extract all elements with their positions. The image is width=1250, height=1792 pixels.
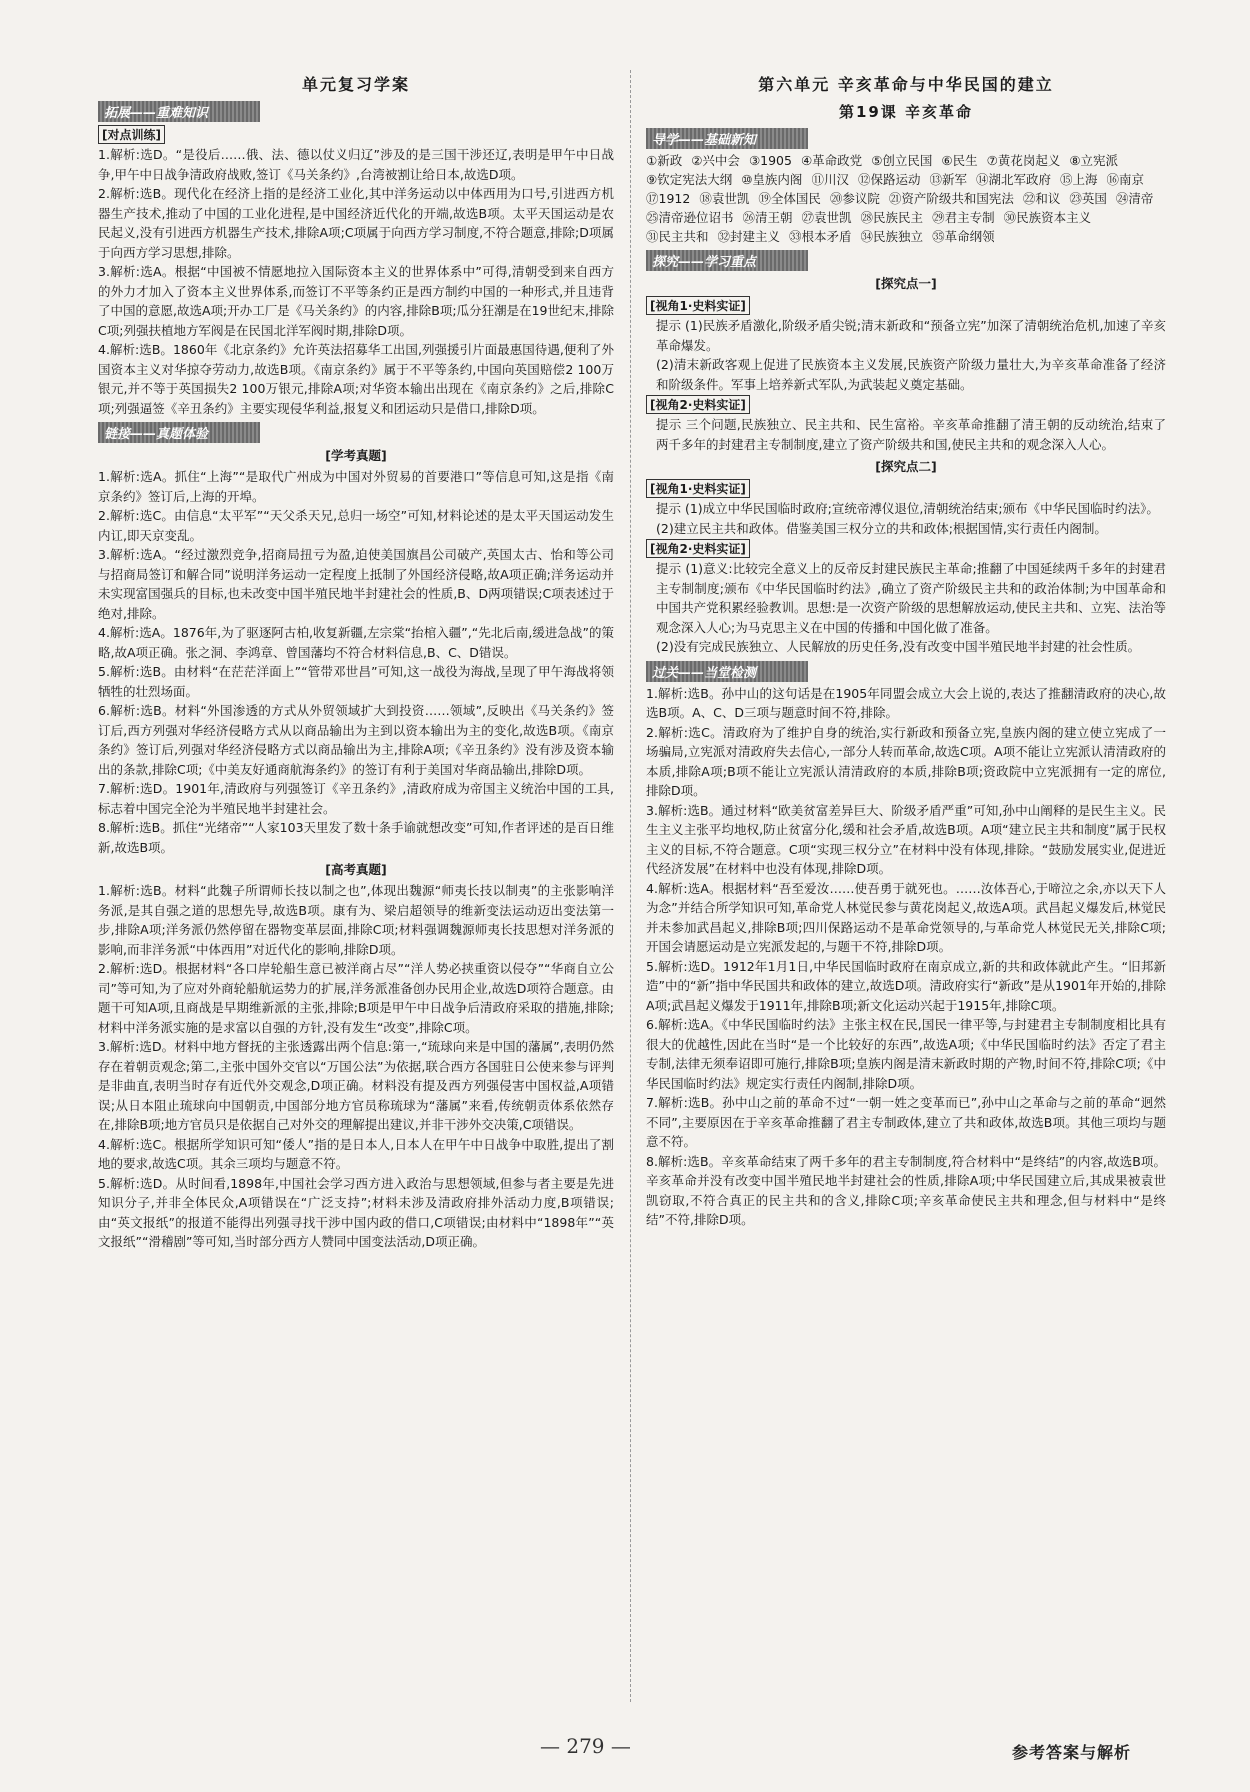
answer-cell: ⑬新军	[929, 172, 967, 187]
answer-cell: ⑧立宪派	[1069, 153, 1119, 168]
explore-point-2: [探究点二]	[875, 459, 937, 474]
answer-cell: ⑩皇族内阁	[741, 172, 803, 187]
subhead-xuekao: [学考真题]	[325, 448, 387, 463]
answer-item: 2.解析:选B。现代化在经济上指的是经济工业化,其中洋务运动以中体西用为口号,引进西方机器生产技术,推动了中国的工业化进程,是中国经济近代化的开端,故选B项。太平天国运动是农民起义,没有引进西方机器生产技术,排除A项;C项属于向西方学习制度,不符合题意,排除;D项属于向西方学习思想,排除。	[98, 186, 614, 260]
answer-cell: ㉟革命纲领	[932, 229, 995, 244]
answer-cell: ㉘民族民主	[860, 210, 924, 225]
answer-cell: ②兴中会	[691, 153, 740, 168]
answer-item: 4.解析:选B。1860年《北京条约》允许英法招募华工出国,列强援引片面最惠国待遇,便利了外国资本主义对华掠夺劳动力,故选B项。《南京条约》属于不平等条约,中国向英国赔偿2 100万银元,并不等于英国损失2 100万银元,排除A项;对华资本输出出现在《南京条约》之后,排除C项;列强逼签《辛丑条约》主要实现侵华利益,报复义和团运动只是借口,排除D项。	[98, 342, 614, 416]
answer-item: 5.解析:选D。1912年1月1日,中华民国临时政府在南京成立,新的共和政体就此产生。“旧邦新造”中的“新”指中华民国共和政体的建立,故选D项。清政府实行“新政”是从1901年开始的,排除A项;武昌起义爆发于1911年,排除B项;新文化运动兴起于1915年,排除C项。	[646, 958, 1166, 1013]
answer-item: 5.解析:选B。由材料“在茫茫洋面上”“管带邓世昌”可知,这一战役为海战,呈现了甲午海战将领牺牲的壮烈场面。	[98, 664, 614, 699]
answer-cell: ⑥民生	[941, 153, 978, 168]
answer-grid	[646, 151, 1166, 246]
hint-text: (2)没有完成民族独立、人民解放的历史任务,没有改变中国半殖民地半封建的社会性质。	[656, 639, 1141, 654]
answer-cell: ㉚民族资本主义	[1003, 210, 1092, 225]
hint-text: 提示 三个问题,民族独立、民主共和、民生富裕。辛亥革命推翻了清王朝的反动统治,结束了两千多年的封建君主专制制度,建立了资产阶级共和国,使民主共和的观念深入人心。	[656, 417, 1166, 452]
answer-cell: ⑭湖北军政府	[975, 172, 1051, 187]
hint-text: (2)建立民主共和政体。借鉴美国三权分立的共和政体;根据国情,实行责任内阁制。	[656, 520, 1107, 536]
answer-item: 5.解析:选D。从时间看,1898年,中国社会学习西方进入政治与思想领域,但参与者主要是先进知识分子,并非全体民众,A项错误在“广泛支持”;材料未涉及清政府排外活动力度,B项错误;由“英文报纸”的报道不能得出列强寻找干涉中国内政的借口,C项错误;由材料中“1898年”“英文报纸”“滑稽剧”等可知,当时部分西方人赞同中国变法活动,D项正确。	[98, 1175, 614, 1249]
answer-item: 3.解析:选D。材料中地方督抚的主张透露出两个信息:第一,“琉球向来是中国的藩属”,表明仍然存在着朝贡观念;第二,主张中国外交官以“万国公法”为依据,联合西方各国驻日公使来参与评判是非曲直,表明当时存有近代外交观念,D项正确。材料没有提及西方列强侵害中国权益,A项错误;从日本阻止琉球向中国朝贡,中国部分地方官员称琉球为“藩属”来看,传统朝贡体系依然存在,排除B项;地方官员只是依据自己对外交的理解提出建议,并非干涉外交决策,C项错误。	[98, 1039, 614, 1132]
answer-item: 1.解析:选B。孙中山的这句话是在1905年同盟会成立大会上说的,表达了推翻清政府的决心,故选B项。A、C、D三项与题意时间不符,排除。	[646, 685, 1166, 720]
answer-item: 4.解析:选C。根据所学知识可知“倭人”指的是日本人,日本人在甲午中日战争中取胜,提出了割地的要求,故选C项。其余三项均与题意不符。	[98, 1136, 614, 1171]
answer-cell: ㉓英国	[1069, 191, 1107, 206]
tag-practice: [对点训练]	[98, 125, 165, 144]
answer-cell: ⑱袁世凯	[699, 191, 750, 206]
answer-cell: ⑤创立民国	[871, 153, 933, 168]
answer-item: 4.解析:选A。根据材料“吾至爱汝……使吾勇于就死也。……汝体吾心,于啼泣之余,亦以天下人为念”并结合所学知识可知,革命党人林觉民参与黄花岗起义,故选A项。武昌起义爆发后,林觉民并未参加武昌起义,排除B项;四川保路运动不是革命党领导的,与革命党人林觉民无关,排除C项;开国会请愿运动是立宪派发起的,与题干不符,排除D项。	[646, 880, 1166, 954]
answer-cell: ④革命政党	[800, 153, 863, 168]
answer-item: 7.解析:选B。孙中山之前的革命不过“一朝一姓之变革而已”,孙中山之革命与之前的革命“迥然不同”,主要原因在于辛亥革命推翻了君主专制政体,建立了共和政体,故选B项。其他三项均与题意不符。	[646, 1095, 1166, 1149]
answer-item: 1.解析:选D。“是役后……俄、法、德以仗义归辽”涉及的是三国干涉还辽,表明是甲午中日战争,甲午中日战争清政府战败,签订《马关条约》,台湾被割让给日本,故选D项。	[98, 147, 614, 182]
answer-cell: ⑦黄花岗起义	[986, 153, 1061, 168]
left-column	[98, 70, 614, 1702]
unit-title: 第六单元 辛亥革命与中华民国的建立	[758, 75, 1054, 94]
answer-item: 1.解析:选B。材料“此魏子所谓师长技以制之也”,体现出魏源“师夷长技以制夷”的主张影响洋务派,是其自强之道的思想先导,故选B项。康有为、梁启超领导的维新变法运动迈出变法第一步,排除A项;洋务派仍然停留在器物变革层面,排除C项;材料强调魏源师夷长技思想对洋务派的影响,而非洋务派“中体西用”对近代化的影响,排除D项。	[98, 883, 614, 957]
answer-cell: ㉞民族独立	[860, 229, 924, 244]
hint-text: 提示 (1)成立中华民国临时政府;宣统帝溥仪退位,清朝统治结束;颁布《中华民国临时约法》。	[656, 501, 1159, 516]
explore-point-1: [探究点一]	[875, 276, 937, 291]
answer-item: 4.解析:选A。1876年,为了驱逐阿古柏,收复新疆,左宗棠“抬棺入疆”,“先北后南,缓进急战”的策略,故A项正确。张之洞、李鸿章、曾国藩均不符合材料信息,B、C、D错误。	[98, 625, 614, 660]
answer-item: 3.解析:选A。“经过激烈竞争,招商局扭亏为盈,迫使美国旗昌公司破产,英国太古、怡和等公司与招商局签订和解合同”说明洋务运动一定程度上抵制了外国经济侵略,故A项正确;洋务运动并未实现富国强兵的目标,也未改变中国半殖民地半封建社会的性质,B、D两项错误;C项表述过于绝对,排除。	[98, 547, 614, 621]
view-tag: [视角2·史料实证]	[646, 539, 750, 558]
view-tag: [视角1·史料实证]	[646, 479, 750, 498]
answer-item: 6.解析:选A。《中华民国临时约法》主张主权在民,国民一律平等,与封建君主专制制度相比具有很大的优越性,因此在当时“是一个比较好的东西”,故选A项;《中华民国临时约法》否定了君主专制,法律无须奉诏即可施行,排除B项;皇族内阁是清末新政时期的产物,时间不符,排除C项;《中华民国临时约法》规定实行责任内阁制,排除D项。	[646, 1017, 1166, 1091]
answer-cell: ③1905	[748, 153, 792, 168]
answer-item: 1.解析:选A。抓住“上海”“是取代广州成为中国对外贸易的首要港口”等信息可知,这是指《南京条约》签订后,上海的开埠。	[98, 469, 614, 504]
answer-cell: ㉒和议	[1022, 191, 1061, 206]
answer-item: 8.解析:选B。抓住“光绪帝”“人家103天里发了数十条手谕就想改变”可知,作者评述的是百日维新,故选B项。	[98, 820, 614, 855]
lesson-title: 第19课 辛亥革命	[838, 103, 974, 121]
answer-cell: ㉗袁世凯	[801, 210, 852, 225]
answer-cell: ㉖清王朝	[742, 210, 793, 225]
answer-cell: ㉔清帝	[1115, 191, 1154, 206]
answer-item: 6.解析:选B。材料“外国渗透的方式从外贸领域扩大到投资……领域”,反映出《马关条约》签订后,西方列强对华经济侵略方式从以商品输出为主到以资本输出为主的变化,故选B项。《南京条约》签订后,列强对华经济侵略方式以商品输出为主,排除A项;《辛丑条约》没有涉及资本输出的条款,排除C项;《中美友好通商航海条约》的签订有利于美国对华商品输出,排除D项。	[98, 703, 614, 777]
hint-text: 提示 (1)民族矛盾激化,阶级矛盾尖锐;清末新政和“预备立宪”加深了清朝统治危机,加速了辛亥革命爆发。	[656, 318, 1166, 353]
answer-item: 2.解析:选C。清政府为了维护自身的统治,实行新政和预备立宪,皇族内阁的建立使立宪成了一场骗局,立宪派对清政府失去信心,一部分人转而革命,故选C项。A项不能让立宪派认清清政府的本质,排除A项;B项不能让立宪派认清清政府的本质,排除B项;资政院中立宪派拥有一定的席位,排除D项。	[646, 724, 1166, 798]
subhead-gaokao: [高考真题]	[325, 862, 387, 877]
right-column	[646, 70, 1166, 1702]
view-tag: [视角1·史料实证]	[646, 296, 750, 315]
section-bar-explore: 探究——学习重点	[646, 250, 808, 271]
section-bar-expand: 拓展——重难知识	[98, 101, 260, 122]
answer-item: 2.解析:选C。由信息“太平军”“天父杀天兄,总归一场空”可知,材料论述的是太平天国运动发生内讧,即天京变乱。	[98, 508, 614, 543]
footer-label: 参考答案与解析	[1012, 1743, 1132, 1762]
answer-cell: ⑲全体国民	[758, 191, 821, 206]
answer-item: 7.解析:选D。1901年,清政府与列强签订《辛丑条约》,清政府成为帝国主义统治中国的工具,标志着中国完全沦为半殖民地半封建社会。	[98, 781, 614, 816]
answer-item: 8.解析:选B。辛亥革命结束了两千多年的君主专制制度,符合材料中“是终结”的内容,故选B项。辛亥革命并没有改变中国半殖民地半封建社会的性质,排除A项;中华民国建立后,其成果被袁世凯窃取,不符合真正的民主共和的含义,排除C项;辛亥革命使民主共和理念,但与材料中“是终结”不符,排除D项。	[646, 1153, 1166, 1227]
answer-cell: ⑳参议院	[829, 191, 880, 206]
left-title: 单元复习学案	[301, 75, 410, 94]
answer-cell: ㉙君主专制	[932, 210, 995, 225]
answer-item: 2.解析:选D。根据材料“各口岸轮船生意已被洋商占尽”“洋人势必挟重资以侵夺”“华商自立公司”等可知,为了应对外商轮船航运势力的扩展,洋务派准备创办民用企业,故选D项符合题意。由题干可知A项,且商战是早期维新派的主张,排除;B项是甲午中日战争后清政府采取的措施,排除;材料中洋务派实施的是求富以自强的方针,没有发生“改变”,排除C项。	[98, 961, 614, 1035]
answer-cell: ⑮上海	[1060, 172, 1098, 187]
column-divider	[630, 70, 631, 1702]
answer-cell: ⑨钦定宪法大纲	[646, 172, 733, 187]
answer-cell: ⑯南京	[1106, 172, 1145, 187]
view-tag: [视角2·史料实证]	[646, 395, 750, 414]
answer-cell: ㉕清帝逊位诏书	[646, 210, 734, 225]
answer-cell: ⑰1912	[646, 191, 691, 206]
answer-cell: ㉝根本矛盾	[789, 229, 852, 244]
section-bar-link: 链接——真题体验	[98, 422, 260, 443]
hint-text: (2)清末新政客观上促进了民族资本主义发展,民族资产阶级力量壮大,为辛亥革命准备了经济和阶级条件。军事上培养新式军队,为武装起义奠定基础。	[656, 357, 1166, 392]
answer-cell: ⑪川汉	[811, 172, 849, 187]
answer-cell: ⑫保路运动	[857, 172, 921, 187]
answer-item: 3.解析:选B。通过材料“欧美贫富差异巨大、阶级矛盾严重”可知,孙中山阐释的是民生主义。民生主义主张平均地权,防止贫富分化,缓和社会矛盾,故选B项。A项“建立民主共和制度”属于民权主义的目标,不符合题意。C项“实现三权分立”在材料中没有体现,排除。“鼓励发展实业,促进近代经济发展”在材料中也没有体现,排除D项。	[646, 802, 1166, 876]
answer-cell: ①新政	[646, 153, 683, 168]
page-number: — 279 —	[540, 1734, 631, 1758]
hint-text: 提示 (1)意义:比较完全意义上的反帝反封建民族民主革命;推翻了中国延续两千多年的封建君主专制制度;颁布《中华民国临时约法》,确立了资产阶级民主共和的政治体制;为中国革命和中国共产党积累经验教训。思想:是一次资产阶级的思想解放运动,使民主共和、立宪、法治等观念深入人心;为马克思主义在中国的传播和中国化做了准备。	[656, 561, 1166, 635]
answer-cell: ㉜封建主义	[717, 229, 781, 244]
answer-cell: ㉛民主共和	[646, 229, 709, 244]
section-bar-check: 过关——当堂检测	[646, 661, 808, 682]
section-bar-guide: 导学——基础新知	[646, 128, 808, 149]
answer-cell: ㉑资产阶级共和国宪法	[888, 191, 1014, 206]
answer-item: 3.解析:选A。根据“中国被不情愿地拉入国际资本主义的世界体系中”可得,清朝受到来自西方的外力才加入了资本主义世界体系,而签订不平等条约正是西方制约中国的一种形式,并且违背了中国的意愿,故选A项;开办工厂是《马关条约》的内容,排除B项;瓜分狂潮是在19世纪末,排除C项;列强扶植地方军阀是在民国北洋军阀时期,排除D项。	[98, 264, 614, 338]
